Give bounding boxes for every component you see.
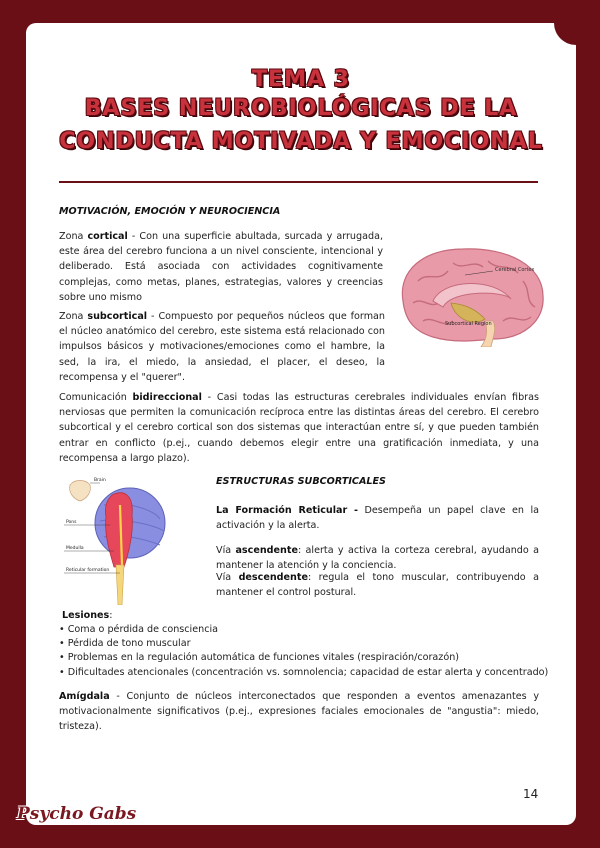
label-pons: Pons	[66, 520, 77, 525]
text-body: Desempeña un papel clave en la activación y la alerta.	[216, 505, 539, 532]
paragraph-via-descendente	[216, 570, 539, 600]
paragraph-formacion-reticular	[216, 503, 539, 533]
brain-sagittal-image	[393, 241, 549, 347]
lesiones-heading: Lesiones:	[62, 610, 113, 621]
term-bidireccional: bidireccional	[132, 392, 202, 403]
text-prefix: Vía	[216, 545, 236, 556]
paragraph-bidireccional	[59, 390, 539, 466]
title-line-2: BASES NEUROBIOLÓGICAS DE LA	[84, 96, 518, 121]
text-prefix: Vía	[216, 572, 239, 583]
term-ascendente: ascendente	[235, 545, 298, 556]
text-body: : alerta y activa la corteza cerebral, ayudando a mantener la atención y la conciencia.	[216, 545, 539, 572]
section-heading-motivacion: MOTIVACIÓN, EMOCIÓN Y NEUROCIENCIA	[59, 206, 281, 217]
text-body: : regula el tono muscular, contribuyendo a mantener el control postural.	[216, 572, 539, 599]
term-descendente: descendente	[238, 572, 308, 583]
label-reticular-formation: Reticular formation	[66, 568, 110, 573]
term-formacion-reticular: La Formación Reticular -	[216, 505, 358, 516]
list-item: • Pérdida de tono muscular	[59, 638, 191, 650]
term-subcortical: subcortical	[87, 311, 148, 322]
text-prefix: Comunicación	[59, 392, 133, 403]
term-cortical: cortical	[87, 231, 128, 242]
page-number: 14	[523, 787, 539, 801]
label-medulla: Medulla	[66, 546, 84, 551]
label-brain: Brain	[94, 478, 106, 483]
text-body: - Conjunto de núcleos interconectados que responden a eventos amenazantes y motivacionalmente significativos (p.ej., expresiones faciales emocionales de "angustia": miedo, tristeza).	[59, 691, 539, 733]
title-line-3: CONDUCTA MOTIVADA Y EMOCIONAL	[59, 129, 543, 154]
page	[26, 23, 576, 825]
section-heading-estructuras: ESTRUCTURAS SUBCORTICALES	[216, 476, 386, 487]
title-divider	[59, 181, 538, 183]
paragraph-via-ascendente	[216, 543, 539, 573]
title-line-1: TEMA 3	[252, 67, 350, 92]
paragraph-subcortical	[59, 309, 385, 385]
text-body: - Casi todas las estructuras cerebrales individuales envían fibras nerviosas que permiten la comunicación recíproca entre las distintas áreas del cerebro. El cerebro subcortical y el cerebro cortical son dos sistemas que interactúan entre sí, y que pueden también entrar en conflicto (p.ej., cuando debemos elegir entre una gratificación inmediata, y una recompensa a largo plazo).	[59, 392, 539, 464]
list-item: • Coma o pérdida de consciencia	[59, 624, 219, 635]
list-item: • Dificultades atencionales (concentración vs. somnolencia; capacidad de estar alerta y concentrado)	[59, 666, 549, 678]
text-prefix: Zona	[59, 231, 88, 242]
brand-logo: Psycho Gabs	[17, 804, 137, 824]
page-corner-notch	[554, 23, 576, 45]
paragraph-amigdala	[59, 689, 539, 735]
lesiones-term: Lesiones	[62, 610, 110, 621]
text-body: - Compuesto por pequeños núcleos que forman el núcleo anatómico del cerebro, este sistema está relacionado con impulsos básicos y motivaciones/emociones como el hambre, la sed, la ira, el miedo, la ansiedad, el placer, el deseo, la recompensa y el "querer".	[59, 311, 385, 383]
text-body: - Con una superficie abultada, surcada y arrugada, este área del cerebro funciona a un nivel consciente, intencional y deliberado. Está asociada con actividades cognitivamente complejas, como metas, planes, estrategias, valores y creencias sobre uno mismo	[59, 231, 383, 303]
lesiones-list	[59, 623, 559, 680]
text-prefix: Zona	[59, 311, 88, 322]
brainstem-reticular-image	[64, 475, 196, 605]
list-item: • Problemas en la regulación automática de funciones vitales (respiración/corazón)	[59, 652, 460, 664]
term-amigdala: Amígdala	[59, 691, 110, 702]
label-subcortical-region: Subcortical Region	[445, 321, 492, 327]
label-cerebral-cortex: Cerebral Cortex	[495, 267, 535, 273]
paragraph-cortical	[59, 229, 383, 305]
